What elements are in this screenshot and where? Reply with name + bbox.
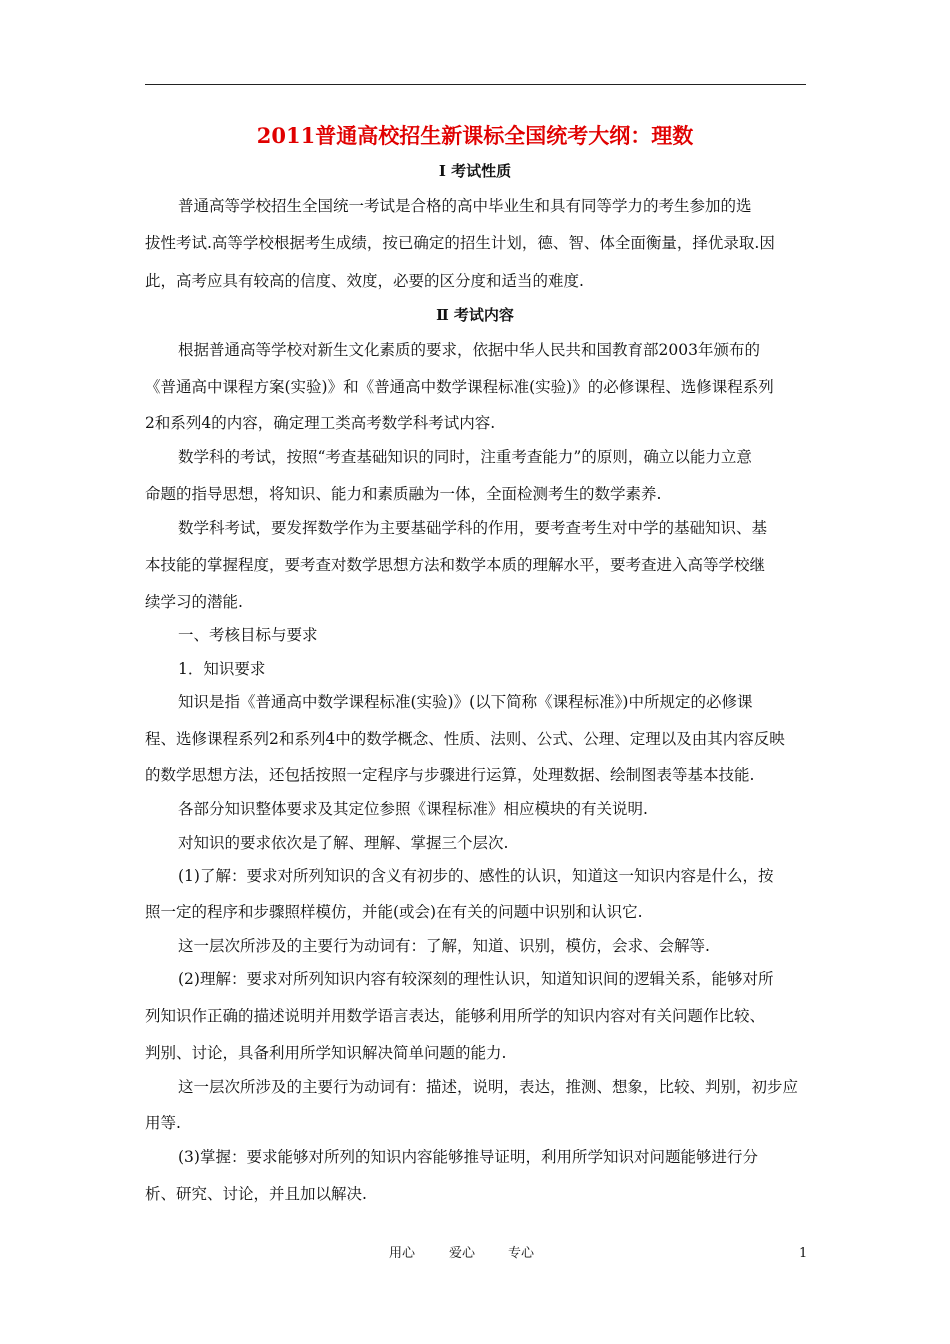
paragraph-line: 拔性考试.高等学校根据考生成绩，按已确定的招生计划，德、智、体全面衡量，择优录取.因 [145, 234, 775, 252]
paragraph-line: 判别、讨论，具备利用所学知识解决简单问题的能力. [145, 1044, 507, 1062]
paragraph-line: 本技能的掌握程度，要考查对数学思想方法和数学本质的理解水平，要考查进入高等学校继 [145, 556, 766, 574]
paragraph-line: 对知识的要求依次是了解、理解、掌握三个层次. [178, 834, 509, 852]
paragraph-line: 根据普通高等学校对新生文化素质的要求，依据中华人民共和国教育部2003年颁布的 [178, 341, 760, 359]
section-heading-nature: Ⅰ 考试性质 [438, 162, 512, 180]
footer-slogan-3: 专心 [508, 1246, 535, 1261]
subsection-heading: 一、考核目标与要求 [178, 626, 318, 644]
paragraph-line: (3)掌握：要求能够对所列的知识内容能够推导证明，利用所学知识对问题能够进行分 [178, 1148, 758, 1166]
paragraph-line: (2)理解：要求对所列知识内容有较深刻的理性认识，知道知识间的逻辑关系，能够对所 [178, 970, 774, 988]
paragraph-line: 用等. [145, 1114, 181, 1132]
header-rule [145, 84, 806, 85]
paragraph-line: 普通高等学校招生全国统一考试是合格的高中毕业生和具有同等学力的考生参加的选 [178, 197, 752, 215]
paragraph-line: 各部分知识整体要求及其定位参照《课程标准》相应模块的有关说明. [178, 800, 648, 818]
paragraph-line: 照一定的程序和步骤照样模仿，并能(或会)在有关的问题中识别和认识它. [145, 903, 643, 921]
paragraph-line: (1)了解：要求对所列知识的含义有初步的、感性的认识，知道这一知识内容是什么，按 [178, 867, 774, 885]
footer-slogan-1: 用心 [389, 1246, 416, 1261]
paragraph-line: 此，高考应具有较高的信度、效度，必要的区分度和适当的难度. [145, 272, 584, 290]
subsection-heading: 1．知识要求 [178, 660, 266, 678]
paragraph-line: 《普通高中课程方案(实验)》和《普通高中数学课程标准(实验)》的必修课程、选修课程系列 [145, 378, 774, 396]
paragraph-line: 列知识作正确的描述说明并用数学语言表达，能够利用所学的知识内容对有关问题作比较、 [145, 1007, 766, 1025]
paragraph-line: 析、研究、讨论，并且加以解决. [145, 1185, 367, 1203]
paragraph-line: 程、选修课程系列2和系列4中的数学概念、性质、法则、公式、公理、定理以及由其内容反映 [145, 730, 785, 748]
document-title: 2011普通高校招生新课标全国统考大纲：理数 [256, 123, 694, 148]
paragraph-line: 数学科考试，要发挥数学作为主要基础学科的作用，要考查考生对中学的基础知识、基 [178, 519, 768, 537]
paragraph-line: 数学科的考试，按照“考查基础知识的同时，注重考查能力”的原则，确立以能力立意 [178, 448, 752, 466]
section-heading-content: Ⅱ 考试内容 [436, 306, 514, 324]
paragraph-line: 这一层次所涉及的主要行为动词有：了解，知道、识别，模仿，会求、会解等. [178, 937, 710, 955]
paragraph-line: 这一层次所涉及的主要行为动词有：描述，说明，表达，推测、想象，比较、判别，初步应 [178, 1078, 799, 1096]
footer-slogan-2: 爱心 [449, 1246, 476, 1261]
paragraph-line: 知识是指《普通高中数学课程标准(实验)》(以下简称《课程标准》)中所规定的必修课 [178, 693, 753, 711]
page-number: 1 [799, 1246, 808, 1261]
paragraph-line: 2和系列4的内容，确定理工类高考数学科考试内容. [145, 414, 496, 432]
paragraph-line: 命题的指导思想，将知识、能力和素质融为一体，全面检测考生的数学素养. [145, 485, 662, 503]
paragraph-line: 的数学思想方法，还包括按照一定程序与步骤进行运算，处理数据、绘制图表等基本技能. [145, 766, 755, 784]
paragraph-line: 续学习的潜能. [145, 593, 243, 611]
